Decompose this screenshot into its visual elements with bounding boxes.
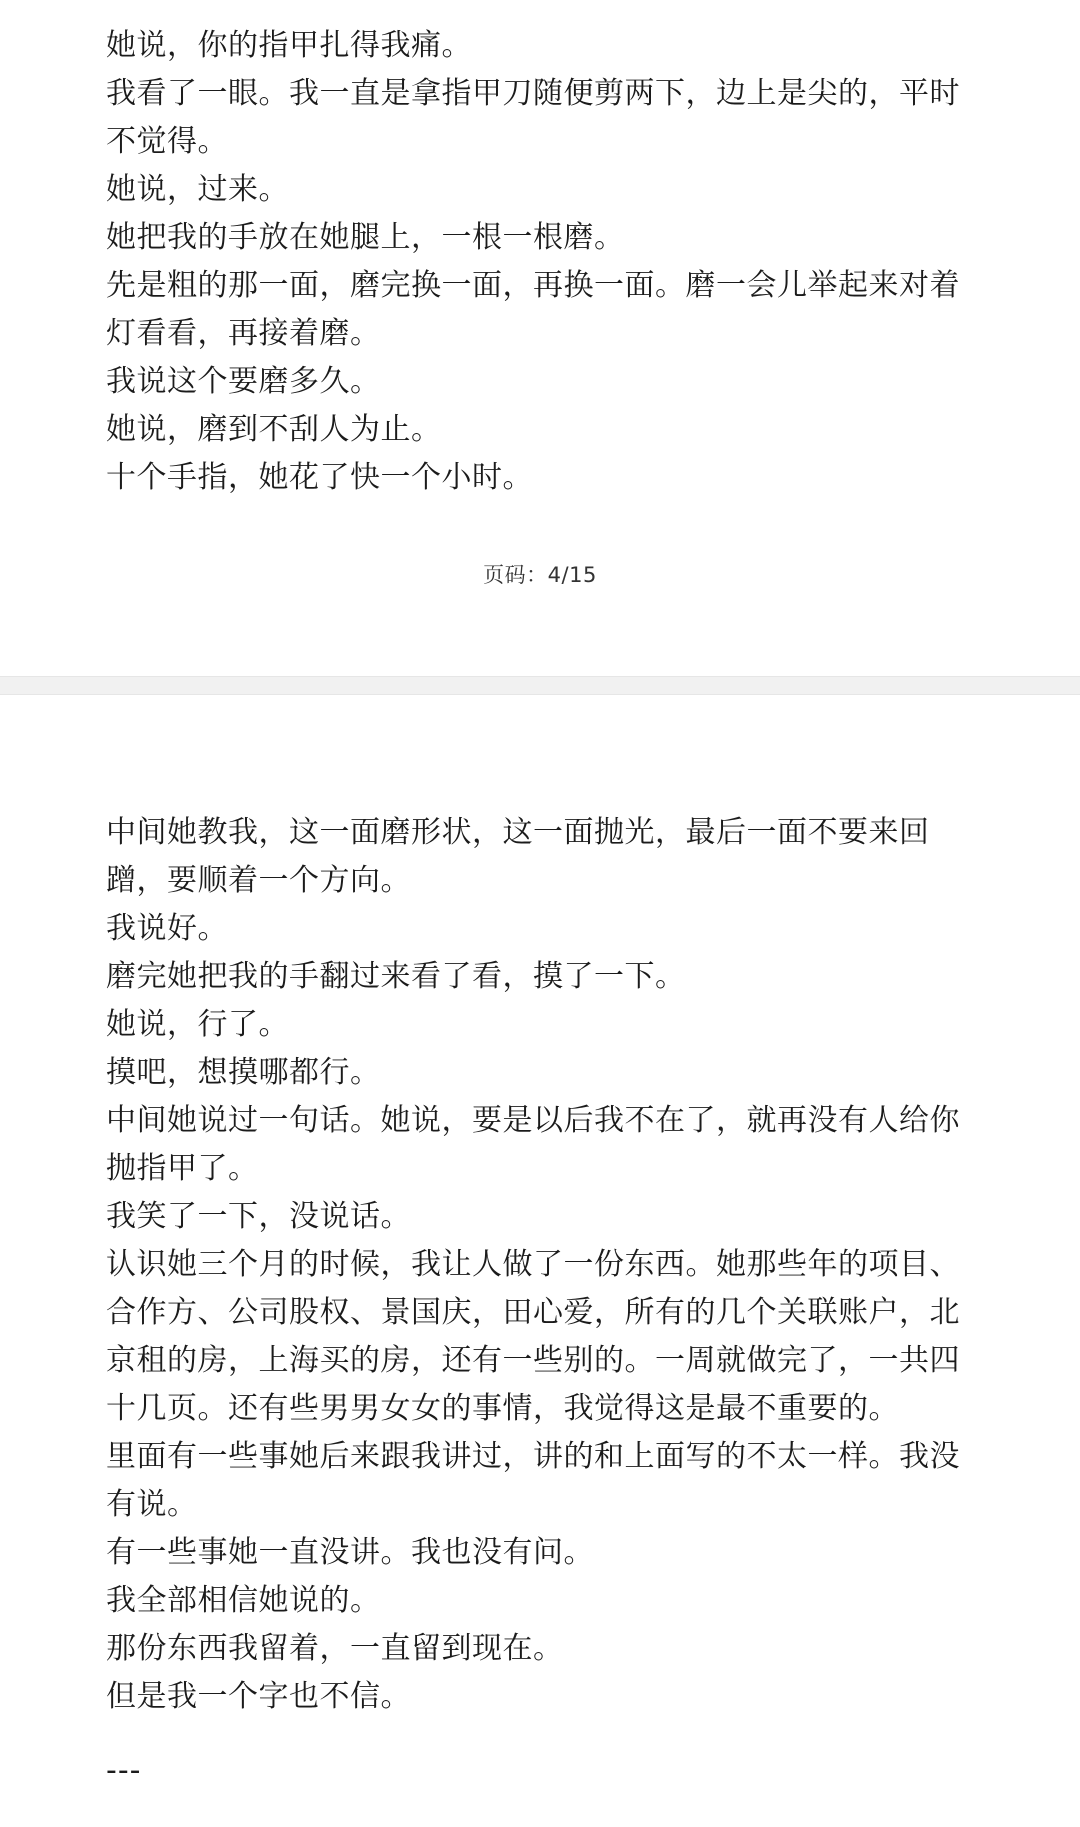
text-line: 合作方、公司股权、景国庆，田心爱，所有的几个关联账户，北 <box>106 1295 960 1330</box>
text-line: 摸吧，想摸哪都行。 <box>106 1055 381 1090</box>
text-line: 京租的房，上海买的房，还有一些别的。一周就做完了，一共四 <box>106 1343 960 1378</box>
text-line: 她把我的手放在她腿上，一根一根磨。 <box>106 220 625 255</box>
text-line: 不觉得。 <box>106 124 228 159</box>
text-line: 蹭，要顺着一个方向。 <box>106 863 411 898</box>
text-line: 我笑了一下，没说话。 <box>106 1199 411 1234</box>
text-line: 十个手指，她花了快一个小时。 <box>106 460 533 495</box>
text-line: 里面有一些事她后来跟我讲过，讲的和上面写的不太一样。我没 <box>106 1439 960 1474</box>
page-body-text <box>106 809 1056 1795</box>
text-line: 中间她说过一句话。她说，要是以后我不在了，就再没有人给你 <box>106 1103 960 1138</box>
text-line: 我说这个要磨多久。 <box>106 364 381 399</box>
text-line: 先是粗的那一面，磨完换一面，再换一面。磨一会儿举起来对着 <box>106 268 960 303</box>
page-number: 页码：4/15 <box>483 563 597 587</box>
text-line: 她说，行了。 <box>106 1007 289 1042</box>
text-line: 灯看看，再接着磨。 <box>106 316 381 351</box>
text-line: 我说好。 <box>106 911 228 946</box>
text-line: 磨完她把我的手翻过来看了看，摸了一下。 <box>106 959 686 994</box>
text-line: 抛指甲了。 <box>106 1151 259 1186</box>
text-line: 但是我一个字也不信。 <box>106 1679 411 1714</box>
text-line: 十几页。还有些男男女女的事情，我觉得这是最不重要的。 <box>106 1391 899 1426</box>
text-line: 有说。 <box>106 1487 198 1522</box>
text-line: 有一些事她一直没讲。我也没有问。 <box>106 1535 594 1570</box>
text-line: 她说，你的指甲扎得我痛。 <box>106 28 472 63</box>
document-page-5 <box>0 694 1080 1827</box>
text-line: 中间她教我，这一面磨形状，这一面抛光，最后一面不要来回 <box>106 815 930 850</box>
text-line: 认识她三个月的时候，我让人做了一份东西。她那些年的项目、 <box>106 1247 960 1282</box>
document-page-4 <box>0 0 1080 677</box>
section-separator: --- <box>106 1753 142 1788</box>
text-line: 我全部相信她说的。 <box>106 1583 381 1618</box>
text-line: 她说，磨到不刮人为止。 <box>106 412 442 447</box>
text-line: 我看了一眼。我一直是拿指甲刀随便剪两下，边上是尖的，平时 <box>106 76 960 111</box>
text-line: 她说，过来。 <box>106 172 289 207</box>
page-body-text <box>106 22 1056 502</box>
text-line: 那份东西我留着，一直留到现在。 <box>106 1631 564 1666</box>
